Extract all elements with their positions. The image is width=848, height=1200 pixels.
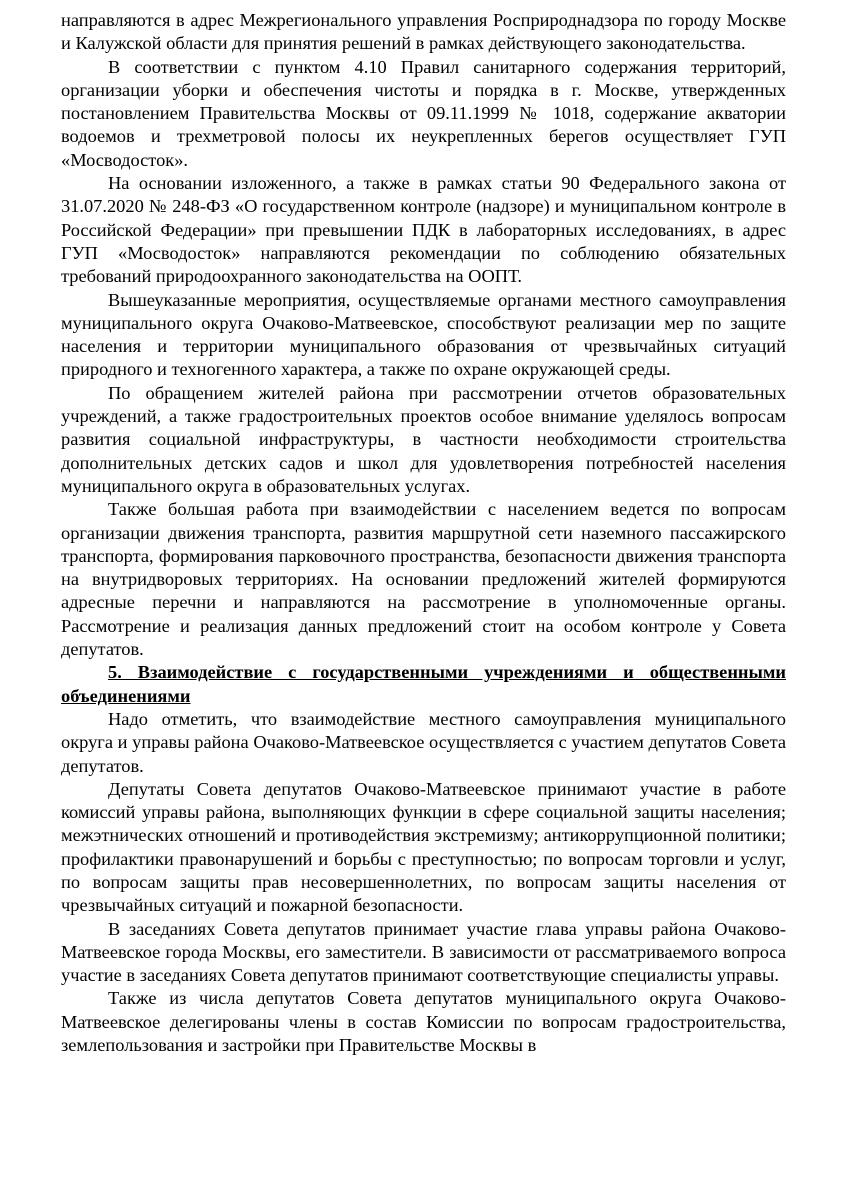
paragraph-continuation: направляются в адрес Межрегионального управления Росприроднадзора по городу Москве и Калужской области для принятия решений в рамках действующего законодательства. — [61, 10, 786, 54]
paragraph-social-infrastructure: По обращением жителей района при рассмотрении отчетов образовательных учреждений, а также градостроительных проектов особое внимание уделялось вопросам развития социальной инфраструктуры, в частности необходимости строительства дополнительных детских садов и школ для удовлетворения потребностей населения муниципального округа в образовательных услугах. — [61, 382, 786, 496]
paragraph-transport: Также большая работа при взаимодействии с населением ведется по вопросам организации движения транспорта, развития маршрутной сети наземного пассажирского транспорта, формирования парковочного пространства, безопасности движения транспорта на внутридворовых территориях. На основании предложений жителей формируются адресные перечни и направляются на рассмотрение в уполномоченные органы. Рассмотрение и реализация данных предложений стоит на особом контроле у Совета депутатов. — [61, 499, 786, 660]
paragraph-commissions: Депутаты Совета депутатов Очаково-Матвеевское принимают участие в работе комиссий управы района, выполняющих функции в сфере социальной защиты населения; межэтнических отношений и противодействия экстремизму; антикоррупционной политики; профилактики правонарушений и борьбы с преступностью; по вопросам торговли и услуг, по вопросам защиты прав несовершеннолетних, по вопросам защиты населения от чрезвычайных ситуаций и пожарной безопасности. — [61, 778, 786, 916]
paragraph-measures: Вышеуказанные мероприятия, осуществляемые органами местного самоуправления муниципального округа Очаково-Матвеевское, способствуют реализации мер по защите населения и территории муниципального образования от чрезвычайных ситуаций природного и техногенного характера, а также по охране окружающей среды. — [61, 289, 786, 380]
paragraph-mosvodostok: В соответствии с пунктом 4.10 Правил санитарного содержания территорий, организации уборки и обеспечения чистоты и порядка в г. Москве, утвержденных постановлением Правительства Москвы от 09.11.1999 № 1018, содержание акватории водоемов и трехметровой полосы их неукрепленных берегов осуществляет ГУП «Мосводосток». — [61, 56, 786, 170]
paragraph-interaction: Надо отметить, что взаимодействие местного самоуправления муниципального округа и управы района Очаково-Матвеевское осуществляется с участием депутатов Совета депутатов. — [61, 708, 786, 776]
document-page — [61, 9, 786, 1057]
paragraph-council-meetings: В заседаниях Совета депутатов принимает участие глава управы района Очаково-Матвеевское города Москвы, его заместители. В зависимости от рассматриваемого вопроса участие в заседаниях Совета депутатов принимают соответствующие специалисты управы. — [61, 918, 786, 986]
paragraph-delegation: Также из числа депутатов Совета депутатов муниципального округа Очаково-Матвеевское делегированы члены в состав Комиссии по вопросам градостроительства, землепользования и застройки при Правительстве Москвы в — [61, 988, 786, 1056]
paragraph-federal-law: На основании изложенного, а также в рамках статьи 90 Федерального закона от 31.07.2020 № 248-ФЗ «О государственном контроле (надзоре) и муниципальном контроле в Российской Федерации» при превышении ПДК в лабораторных исследованиях, в адрес ГУП «Мосводосток» направляются рекомендации по соблюдению обязательных требований природоохранного законодательства на ООПТ. — [61, 173, 786, 287]
section-heading: 5. Взаимодействие с государственными учреждениями и общественными объединениями — [61, 662, 786, 706]
